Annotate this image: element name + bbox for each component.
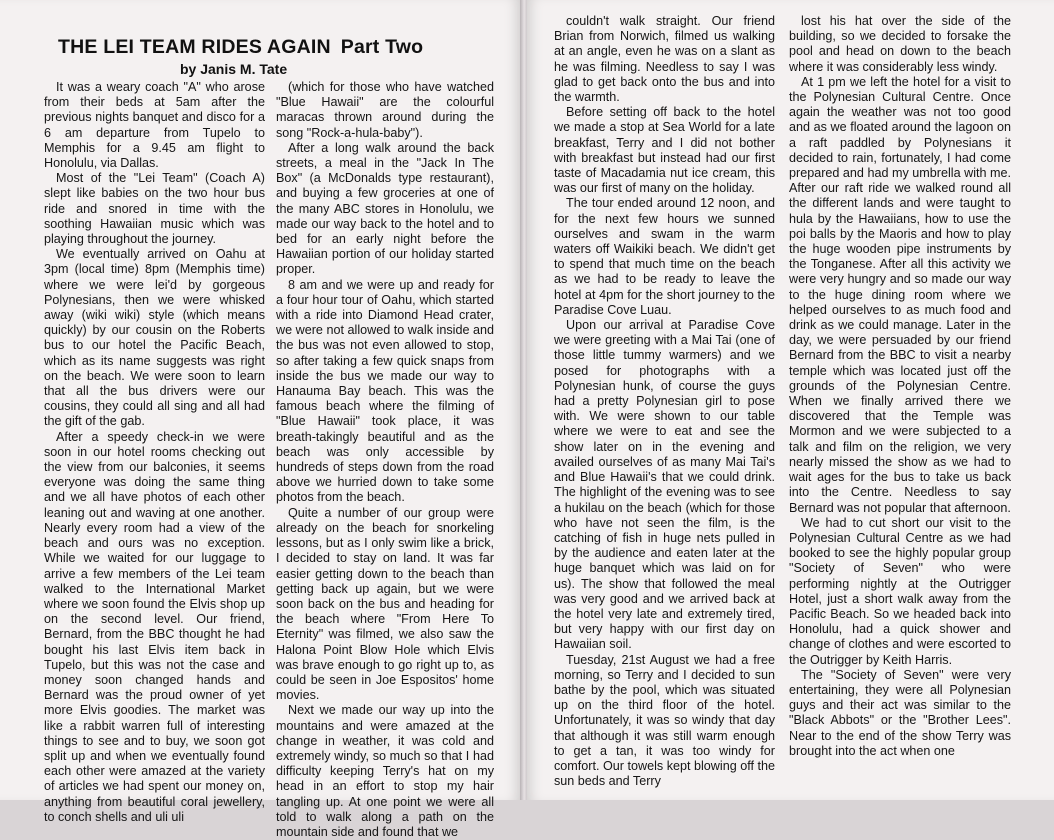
- paragraph: Before setting off back to the hotel we made a stop at Sea World for a late breakfast, Terry and I did not bother with breakfast but instead had our first taste of Macadamia nut ice cream, this was our first of many on the holiday.: [554, 105, 775, 196]
- text-column-1: [44, 80, 265, 825]
- paragraph: 8 am and we were up and ready for a four hour tour of Oahu, which started with a ride into Diamond Head crater, we were not allowed to walk inside and the bus was not even allowed to stop, so after taking a few quick snaps from inside the bus we made our way to Hanauma Bay beach. This was the famous beach where the filming of "Blue Hawaii" took place, it was breath-takingly beautiful and as the beach was only accessible by hundreds of steps down from the road above we hurried down to take some photos from the beach.: [276, 277, 494, 505]
- paragraph: We had to cut short our visit to the Polynesian Cultural Centre as we had booked to see the highly popular group "Society of Seven" who were performing nightly at the Outrigger Hotel, just a short walk away from the Pacific Beach. So we headed back into Honolulu, had a quick shower and change of clothes and were escorted to the Outrigger by Keith Harris.: [789, 515, 1011, 667]
- text-column-4: [789, 14, 1011, 759]
- left-page: [0, 0, 520, 839]
- paragraph: After a long walk around the back streets, a meal in the "Jack In The Box" (a McDonalds type restaurant), and buying a few groceries at one of the many ABC stores in Honolulu, we made our way back to the hotel and to bed for an early night before the Hawaiian portion of our holiday started proper.: [276, 140, 494, 277]
- paragraph: (which for those who have watched "Blue Hawaii" are the colourful maracas thrown around during the song "Rock-a-hula-baby").: [276, 80, 494, 140]
- title-part: Part Two: [340, 36, 424, 58]
- paragraph: couldn't walk straight. Our friend Brian from Norwich, filmed us walking at an angle, even he was on a slant as he was filming. Needless to say I was glad to get back onto the bus and into the warmth.: [554, 14, 775, 105]
- paragraph: The "Society of Seven" were very entertaining, they were all Polynesian guys and their act was similar to the "Black Abbots" or the "Brother Lees". Near to the end of the show Terry was brought into the act when one: [789, 667, 1011, 758]
- paragraph: Next we made our way up into the mountains and were amazed at the change in weather, it was cold and extremely windy, so much so that I had difficulty keeping Terry's hat on my head in an effort to stop my hair tangling up. At one point we were all told to walk along a path on the mountain side and found that we: [276, 703, 494, 839]
- text-column-2: [276, 80, 494, 840]
- paragraph: Upon our arrival at Paradise Cove we were greeting with a Mai Tai (one of those little tummy warmers) and we posed for photographs with a Polynesian hunk, of course the guys had a pretty Polynesian girl to pose with. We were shown to our table where we were to eat and see the show later on in the evening and availed ourselves of as many Mai Tai's and Blue Hawaii's that we could drink. The highlight of the evening was to see a hukilau on the beach (which for those who have not seen the film, is the catching of fish in huge nets pulled in by the audience and eaten later at the huge banquet which was laid on for us). The show that followed the meal was very good and we arrived back at the hotel very late and extremely tired, but very happy with our first day on Hawaiian soil.: [554, 318, 775, 652]
- paragraph: lost his hat over the side of the building, so we decided to forsake the pool and head on down to the beach where it was considerably less windy.: [789, 14, 1011, 74]
- byline: by Janis M. Tate: [180, 61, 288, 77]
- paragraph: The tour ended around 12 noon, and for the next few hours we sunned ourselves and swam in the warm waters off Waikiki beach. We didn't get to spend that much time on the beach as we had to be ready to leave the hotel at 4pm for the short journey to the Paradise Cove Luau.: [554, 196, 775, 317]
- text-column-3: [554, 14, 775, 789]
- paragraph: Tuesday, 21st August we had a free morning, so Terry and I decided to sun bathe by the pool, which was situated up on the third floor of the hotel. Unfortunately, it was so windy that day that although it was still warm enough to get a tan, it was too windy for comfort. Our towels kept blowing off the sun beds and Terry: [554, 652, 775, 789]
- paragraph: Most of the "Lei Team" (Coach A) slept like babies on the two hour bus ride and snored in time with the soothing Hawaiian music which was playing throughout the journey.: [44, 171, 265, 247]
- paragraph: It was a weary coach "A" who arose from their beds at 5am after the previous nights banquet and disco for a 6 am departure from Tupelo to Memphis for a 9.45 am flight to Honolulu, via Dallas.: [44, 80, 265, 171]
- paragraph: Quite a number of our group were already on the beach for snorkeling lessons, but as I only swim like a brick, I decided to stay on land. It was far easier getting down to the beach than getting back up again, but we were soon back on the bus and heading for the beach where "From Here To Eternity" was filmed, we also saw the Halona Point Blow Hole which Elvis was brave enough to go right up to, as could be seen in Joe Espositos' home movies.: [276, 505, 494, 703]
- right-page: [527, 0, 1054, 800]
- title-text: THE LEI TEAM RIDES AGAIN: [58, 36, 331, 58]
- paragraph: We eventually arrived on Oahu at 3pm (local time) 8pm (Memphis time) where we were lei'd by gorgeous Polynesians, then we were whisked away (wiki wiki) style (which means quickly) by our cousin on the Roberts bus to our hotel the Pacific Beach, which as its name suggests was right on the beach. We were soon to learn that all the bus drivers were our cousins, they could all sing and all had the gift of the gab.: [44, 247, 265, 429]
- article-title: [58, 36, 498, 59]
- book-gutter: [520, 0, 527, 800]
- paragraph: At 1 pm we left the hotel for a visit to the Polynesian Cultural Centre. Once again the weather was not too good and as we floated around the lagoon on a raft paddled by Polynesians it decided to rain, fortunately, I had come prepared and had my umbrella with me. After our raft ride we walked round all the different lands and were taught to hula by the Hawaiians, how to use the poi balls by the Maoris and how to play the huge wooden pipe instruments by the Tonganese. After all this activity we were very hungry and so made our way to the huge dining room where we helped ourselves to as much food and drink as we could manage. Later in the day, we were persuaded by our friend Bernard from the BBC to visit a nearby temple which was located just off the grounds of the Polynesian Centre. When we finally arrived there we discovered that the Temple was Mormon and we were subjected to a talk and film on the religion, we very nearly missed the show as we had to wait ages for the bus to take us back into the Centre. Needless to say Bernard was not popular that afternoon.: [789, 74, 1011, 515]
- paragraph: After a speedy check-in we were soon in our hotel rooms checking out the view from our balconies, it seems everyone was doing the same thing and we all have photos of each other leaning out and waving at one another. Nearly every room had a view of the beach and ours was no exception. While we waited for our luggage to arrive a few members of the Lei team walked to the International Market where we soon found the Elvis shop up on the second level. Our friend, Bernard, from the BBC thought he had bought his last Elvis item back in Tupelo, but this was not the case and money soon changed hands and Bernard was the proud owner of yet more Elvis goodies. The market was like a rabbit warren full of interesting things to see and to buy, we soon got split up and when we eventually found each other were amazed at the variety of articles we had spent our money on, anything from beautiful coral jewellery, to conch shells and uli uli: [44, 429, 265, 824]
